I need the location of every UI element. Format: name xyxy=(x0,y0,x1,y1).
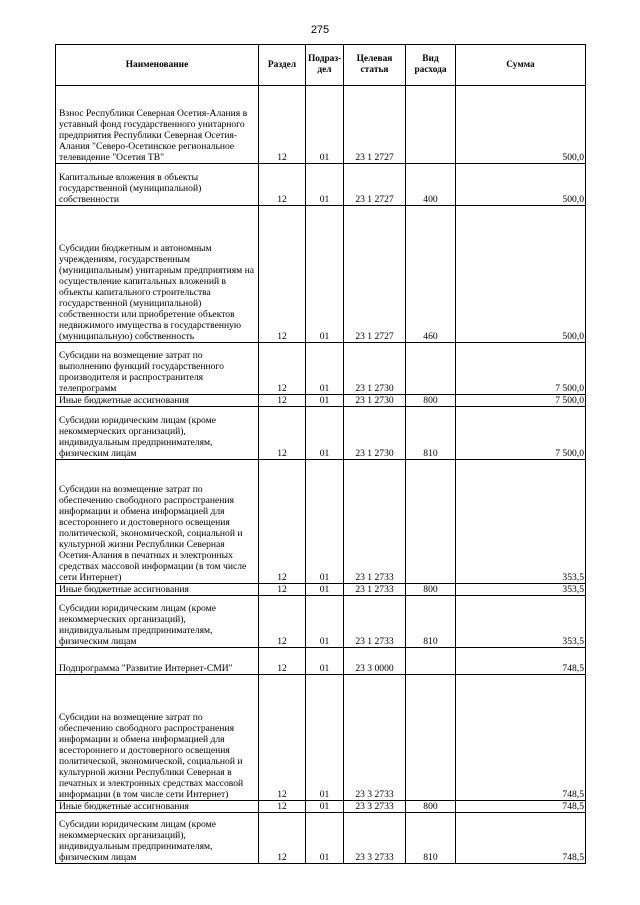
row-section: 12 xyxy=(259,460,306,584)
row-target: 23 3 2733 xyxy=(344,801,406,813)
table-row xyxy=(56,801,586,813)
header-expense: Вид расхода xyxy=(406,45,456,86)
row-target: 23 1 2733 xyxy=(344,460,406,584)
row-target: 23 1 2727 xyxy=(344,86,406,164)
row-expense: 810 xyxy=(406,596,456,648)
row-name: Иные бюджетные ассигнования xyxy=(56,395,259,407)
row-expense: 810 xyxy=(406,813,456,864)
table-row xyxy=(56,675,586,801)
row-sum: 748,5 xyxy=(456,648,586,675)
budget-table xyxy=(55,44,586,864)
row-sum: 500,0 xyxy=(456,164,586,206)
row-name: Субсидии юридическим лицам (кроме некоммерческих организаций), индивидуальным предпринимателям, физическим лицам xyxy=(56,813,259,864)
header-subsection: Подраз-дел xyxy=(306,45,344,86)
row-name: Субсидии юридическим лицам (кроме некоммерческих организаций), индивидуальным предпринимателям, физическим лицам xyxy=(56,407,259,460)
table-row xyxy=(56,395,586,407)
row-subsection: 01 xyxy=(306,164,344,206)
row-sum: 7 500,0 xyxy=(456,343,586,395)
row-section: 12 xyxy=(259,407,306,460)
row-name: Иные бюджетные ассигнования xyxy=(56,801,259,813)
table-row xyxy=(56,460,586,584)
row-target: 23 1 2730 xyxy=(344,343,406,395)
row-name: Субсидии на возмещение затрат по обеспечению свободного распространения информации и обмена информацией для всестороннего и достоверного освещения политической, экономической, социальной и культурной жизни Республики Северная в печатных и электронных средствах массовой информации (в том числе сети Интернет) xyxy=(56,675,259,801)
row-target: 23 1 2733 xyxy=(344,584,406,596)
row-expense: 810 xyxy=(406,407,456,460)
header-section: Раздел xyxy=(259,45,306,86)
row-expense xyxy=(406,648,456,675)
table-row xyxy=(56,343,586,395)
header-target: Целевая статья xyxy=(344,45,406,86)
row-subsection: 01 xyxy=(306,596,344,648)
row-sum: 7 500,0 xyxy=(456,407,586,460)
row-expense: 400 xyxy=(406,164,456,206)
row-name: Субсидии бюджетным и автономным учреждениям, государственным (муниципальным) унитарным предприятиям на осуществление капитальных вложений в объекты капитального строительства государственной (муниципальной) собственности или приобретение объектов недвижимого имущества в государственную (муниципальную) собственность xyxy=(56,206,259,343)
row-section: 12 xyxy=(259,343,306,395)
row-expense: 800 xyxy=(406,395,456,407)
row-subsection: 01 xyxy=(306,206,344,343)
table-row xyxy=(56,648,586,675)
page-number: 275 xyxy=(310,24,330,36)
row-section: 12 xyxy=(259,648,306,675)
row-subsection: 01 xyxy=(306,407,344,460)
row-target: 23 3 2733 xyxy=(344,675,406,801)
row-section: 12 xyxy=(259,395,306,407)
row-section: 12 xyxy=(259,596,306,648)
row-subsection: 01 xyxy=(306,648,344,675)
row-sum: 500,0 xyxy=(456,86,586,164)
row-target: 23 1 2727 xyxy=(344,206,406,343)
row-subsection: 01 xyxy=(306,801,344,813)
row-sum: 353,5 xyxy=(456,596,586,648)
row-sum: 353,5 xyxy=(456,460,586,584)
row-target: 23 1 2727 xyxy=(344,164,406,206)
row-name: Субсидии на возмещение затрат по обеспечению свободного распространения информации и обмена информацией для всестороннего и достоверного освещения политической, экономической, социальной и культурной жизни Республики Северная Осетия-Алания в печатных и электронных средствах массовой информации (в том числе сети Интернет) xyxy=(56,460,259,584)
row-sum: 748,5 xyxy=(456,675,586,801)
row-subsection: 01 xyxy=(306,813,344,864)
row-subsection: 01 xyxy=(306,584,344,596)
row-subsection: 01 xyxy=(306,675,344,801)
table-row xyxy=(56,584,586,596)
row-sum: 7 500,0 xyxy=(456,395,586,407)
row-expense xyxy=(406,343,456,395)
row-expense xyxy=(406,675,456,801)
row-name: Взнос Республики Северная Осетия-Алания в уставный фонд государственного унитарного предприятия Республики Северная Осетия-Алания "Северо-Осетинское региональное телевидение "Осетия ТВ" xyxy=(56,86,259,164)
table-row xyxy=(56,596,586,648)
row-section: 12 xyxy=(259,86,306,164)
row-subsection: 01 xyxy=(306,86,344,164)
row-target: 23 3 0000 xyxy=(344,648,406,675)
row-target: 23 1 2733 xyxy=(344,596,406,648)
row-section: 12 xyxy=(259,675,306,801)
header-row xyxy=(56,45,586,86)
row-expense: 800 xyxy=(406,801,456,813)
row-section: 12 xyxy=(259,584,306,596)
row-target: 23 1 2730 xyxy=(344,395,406,407)
row-name: Капитальные вложения в объекты государственной (муниципальной) собственности xyxy=(56,164,259,206)
row-name: Субсидии юридическим лицам (кроме некоммерческих организаций), индивидуальным предпринимателям, физическим лицам xyxy=(56,596,259,648)
row-section: 12 xyxy=(259,813,306,864)
row-subsection: 01 xyxy=(306,343,344,395)
row-sum: 500,0 xyxy=(456,206,586,343)
row-expense xyxy=(406,86,456,164)
row-target: 23 1 2730 xyxy=(344,407,406,460)
row-expense: 460 xyxy=(406,206,456,343)
table-row xyxy=(56,86,586,164)
table-row xyxy=(56,164,586,206)
row-section: 12 xyxy=(259,164,306,206)
row-sum: 748,5 xyxy=(456,801,586,813)
row-subsection: 01 xyxy=(306,460,344,584)
row-section: 12 xyxy=(259,801,306,813)
table-row xyxy=(56,813,586,864)
row-sum: 748,5 xyxy=(456,813,586,864)
row-sum: 353,5 xyxy=(456,584,586,596)
row-subsection: 01 xyxy=(306,395,344,407)
table-row xyxy=(56,206,586,343)
header-sum: Сумма xyxy=(456,45,586,86)
table-row xyxy=(56,407,586,460)
row-expense: 800 xyxy=(406,584,456,596)
row-target: 23 3 2733 xyxy=(344,813,406,864)
header-name: Наименование xyxy=(56,45,259,86)
row-name: Подпрограмма "Развитие Интернет-СМИ" xyxy=(56,648,259,675)
row-expense xyxy=(406,460,456,584)
row-name: Иные бюджетные ассигнования xyxy=(56,584,259,596)
row-name: Субсидии на возмещение затрат по выполнению функций государственного производителя и распространителя телепрограмм xyxy=(56,343,259,395)
row-section: 12 xyxy=(259,206,306,343)
